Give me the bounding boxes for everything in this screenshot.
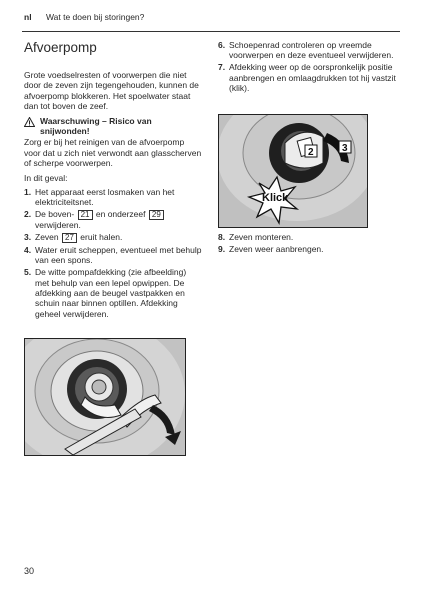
steps-list-left: [24, 187, 202, 319]
list-item: 6. Schoepenrad controleren op vreemde voorwerpen en deze eventueel verwijderen.: [218, 40, 394, 61]
list-item: 1. Het apparaat eerst losmaken van het elektriciteitsnet.: [24, 187, 175, 208]
right-column: [218, 40, 398, 98]
in-dit-geval-label: In dit geval:: [24, 172, 68, 183]
right-column-bottom: [218, 232, 398, 258]
part-number-29: 29: [149, 210, 164, 220]
badge-2: 2: [308, 147, 314, 158]
badge-3: 3: [342, 143, 348, 154]
list-item: 9. Zeven weer aanbrengen.: [218, 243, 324, 254]
klick-label: Klick: [262, 192, 289, 204]
page-number: 30: [24, 566, 35, 576]
list-item: 3. Zeven 27 eruit halen.: [24, 232, 123, 243]
part-number-27: 27: [62, 233, 77, 243]
list-item: 8. Zeven monteren.: [218, 232, 294, 242]
language-code: nl: [24, 12, 32, 22]
page-header: [24, 12, 144, 22]
section-title: Wat te doen bij storingen?: [45, 12, 145, 22]
left-column: [24, 40, 202, 323]
header-divider: [22, 31, 400, 32]
list-item: 2. De boven- 21 en onderzeef 29 verwijderen.: [24, 209, 202, 230]
warning-heading: [24, 116, 202, 137]
warning-text: Zorg er bij het reinigen van de afvoerpomp voor dat u zich niet verwondt aan glasscherven of scherpe voorwerpen.: [24, 137, 202, 169]
warning-triangle-icon: [24, 117, 35, 127]
warning-title: Waarschuwing – Risico van snijwonden!: [40, 115, 152, 137]
figure-cover-click: [218, 114, 368, 228]
pump-cover-illustration: [25, 339, 185, 455]
list-item: 7. Afdekking weer op de oorspronkelijk positie aanbrengen en omlaagdrukken tot hij vastzit (klik).: [218, 62, 396, 94]
cover-click-illustration: [219, 115, 367, 227]
steps-list-right-top: [218, 40, 398, 94]
list-item: 4. Water eruit scheppen, eventueel met behulp van een spons.: [24, 244, 202, 266]
steps-list-right-bottom: [218, 232, 398, 254]
list-item: 5. De witte pompafdekking (zie afbeelding) met behulp van een lepel opwippen. De afdekking aan de beugel vastpakken en schuin naar binnen optillen. Afdekking geheel verwijderen.: [24, 267, 187, 319]
part-number-21: 21: [78, 210, 93, 220]
figure-pump-cover-removal: [24, 338, 186, 456]
intro-paragraph: Grote voedselresten of voorwerpen die niet door de zeven zijn tegengehouden, kunnen de afvoerpomp blokkeren. Het spoelwater staat dan tot boven de zeef.: [24, 70, 199, 112]
page-title: Afvoerpomp: [24, 40, 97, 55]
